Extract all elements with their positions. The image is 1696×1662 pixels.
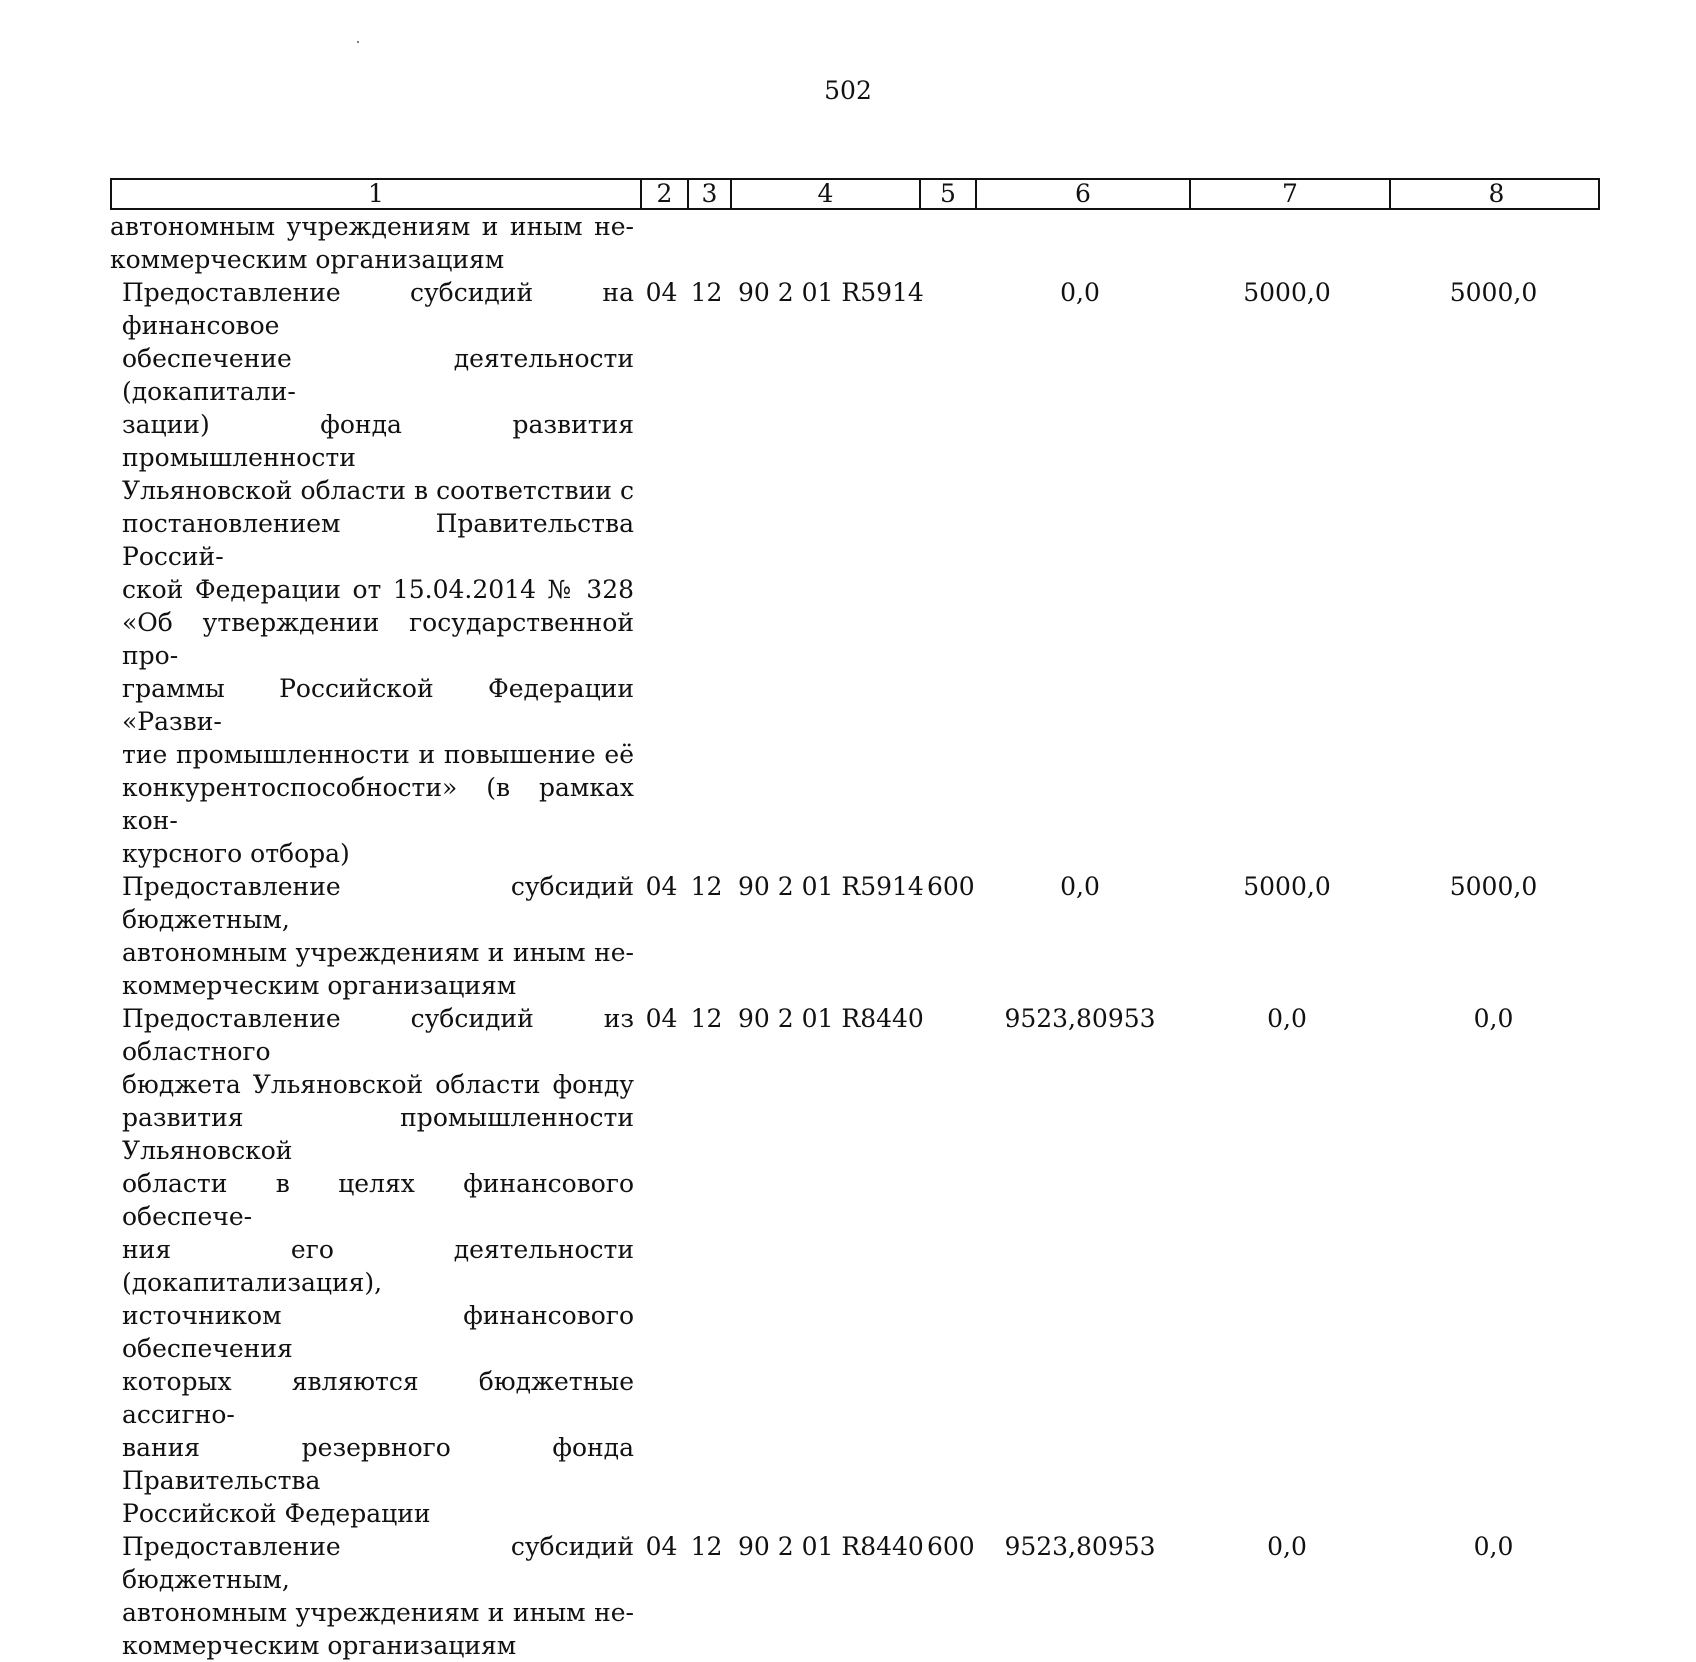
amount-col-8: [1387, 210, 1600, 276]
amount-col-6: 0,0: [1060, 278, 1100, 307]
header-col-8: 8: [1389, 180, 1602, 208]
expense-type-code: [917, 276, 973, 870]
description-line: автономным учреждениям и иным не-: [122, 938, 634, 967]
description-line: автономным учреждениям и иным не-: [122, 1598, 634, 1627]
amount-col-6: 0,0: [1060, 872, 1100, 901]
subsection-code: 12: [690, 872, 723, 901]
expense-type-code: 600: [927, 872, 975, 901]
description-line: ской Федерации от 15.04.2014 № 328: [122, 575, 634, 604]
header-col-2: 2: [640, 180, 687, 208]
row-description: [110, 1530, 638, 1662]
section-code: [638, 210, 685, 276]
amount-col-8: 5000,0: [1449, 278, 1538, 307]
description-line: бюджета Ульяновской области фонду: [122, 1070, 634, 1099]
description-line: источником финансового обеспечения: [122, 1301, 634, 1363]
description-line: коммерческим организациям: [122, 1631, 517, 1660]
table-row: [110, 1530, 1600, 1662]
amount-col-8: 0,0: [1473, 1004, 1514, 1033]
expense-type-code: [917, 1002, 973, 1530]
expense-type-code: [917, 210, 973, 276]
amount-col-6: 9523,80953: [1004, 1004, 1156, 1033]
description-line: которых являются бюджетные ассигно-: [122, 1367, 634, 1429]
table-row: [110, 1002, 1600, 1530]
description-line: Предоставление субсидий бюджетным,: [122, 872, 634, 934]
subsection-code: 12: [690, 1004, 723, 1033]
description-line: «Об утверждении государственной про-: [122, 608, 634, 670]
target-article-code: [728, 210, 917, 276]
row-description: [110, 870, 638, 1002]
subsection-code: [685, 210, 728, 276]
scan-speck: [357, 41, 359, 43]
description-line: ния его деятельности (докапитализация),: [122, 1235, 634, 1297]
description-line: коммерческим организациям: [122, 971, 517, 1000]
target-article-code: 90 2 01 R5914: [738, 872, 924, 901]
description-line: курсного отбора): [122, 839, 350, 868]
description-line: тие промышленности и повышение её: [122, 740, 634, 769]
amount-col-8: 0,0: [1473, 1532, 1514, 1561]
amount-col-7: 0,0: [1267, 1532, 1307, 1561]
table-body: [110, 210, 1600, 1662]
description-line: обеспечение деятельности (докапитали-: [122, 344, 634, 406]
amount-col-7: [1187, 210, 1387, 276]
row-description: [110, 1002, 638, 1530]
table-row: [110, 210, 1600, 276]
description-line: автономным учреждениям и иным не-: [110, 212, 634, 241]
description-line: Предоставление субсидий из областного: [122, 1004, 634, 1066]
subsection-code: 12: [690, 278, 723, 307]
description-line: Предоставление субсидий бюджетным,: [122, 1532, 634, 1594]
row-description: [110, 210, 638, 276]
header-col-7: 7: [1189, 180, 1389, 208]
description-line: постановлением Правительства Россий-: [122, 509, 634, 571]
table-row: [110, 276, 1600, 870]
amount-col-7: 5000,0: [1243, 872, 1331, 901]
header-col-3: 3: [687, 180, 730, 208]
description-line: граммы Российской Федерации «Разви-: [122, 674, 634, 736]
description-line: зации) фонда развития промышленности: [122, 410, 634, 472]
section-code: 04: [645, 278, 678, 307]
row-description: [110, 276, 638, 870]
expense-type-code: 600: [927, 1532, 975, 1561]
amount-col-6: 9523,80953: [1004, 1532, 1156, 1561]
target-article-code: 90 2 01 R5914: [738, 278, 924, 307]
section-code: 04: [645, 1004, 678, 1033]
table-header-row: [110, 178, 1600, 210]
header-col-4: 4: [730, 180, 919, 208]
header-col-5: 5: [919, 180, 975, 208]
header-col-1: 1: [368, 179, 384, 208]
subsection-code: 12: [690, 1532, 723, 1561]
target-article-code: 90 2 01 R8440: [738, 1004, 924, 1033]
description-line: конкурентоспособности» (в рамках кон-: [122, 773, 634, 835]
description-line: Российской Федерации: [122, 1499, 431, 1528]
description-line: развития промышленности Ульяновской: [122, 1103, 634, 1165]
section-code: 04: [645, 872, 678, 901]
description-line: Ульяновской области в соответствии с: [122, 476, 634, 505]
description-line: области в целях финансового обеспече-: [122, 1169, 634, 1231]
page-number: 502: [824, 76, 872, 105]
amount-col-8: 5000,0: [1449, 872, 1538, 901]
target-article-code: 90 2 01 R8440: [738, 1532, 924, 1561]
description-line: коммерческим организациям: [110, 245, 505, 274]
table-row: [110, 870, 1600, 1002]
description-line: Предоставление субсидий на финансовое: [122, 278, 634, 340]
amount-col-7: 5000,0: [1243, 278, 1331, 307]
description-line: вания резервного фонда Правительства: [122, 1433, 634, 1495]
amount-col-6: [973, 210, 1187, 276]
section-code: 04: [645, 1532, 678, 1561]
amount-col-7: 0,0: [1267, 1004, 1307, 1033]
header-col-6: 6: [975, 180, 1189, 208]
budget-table: [110, 178, 1600, 1662]
